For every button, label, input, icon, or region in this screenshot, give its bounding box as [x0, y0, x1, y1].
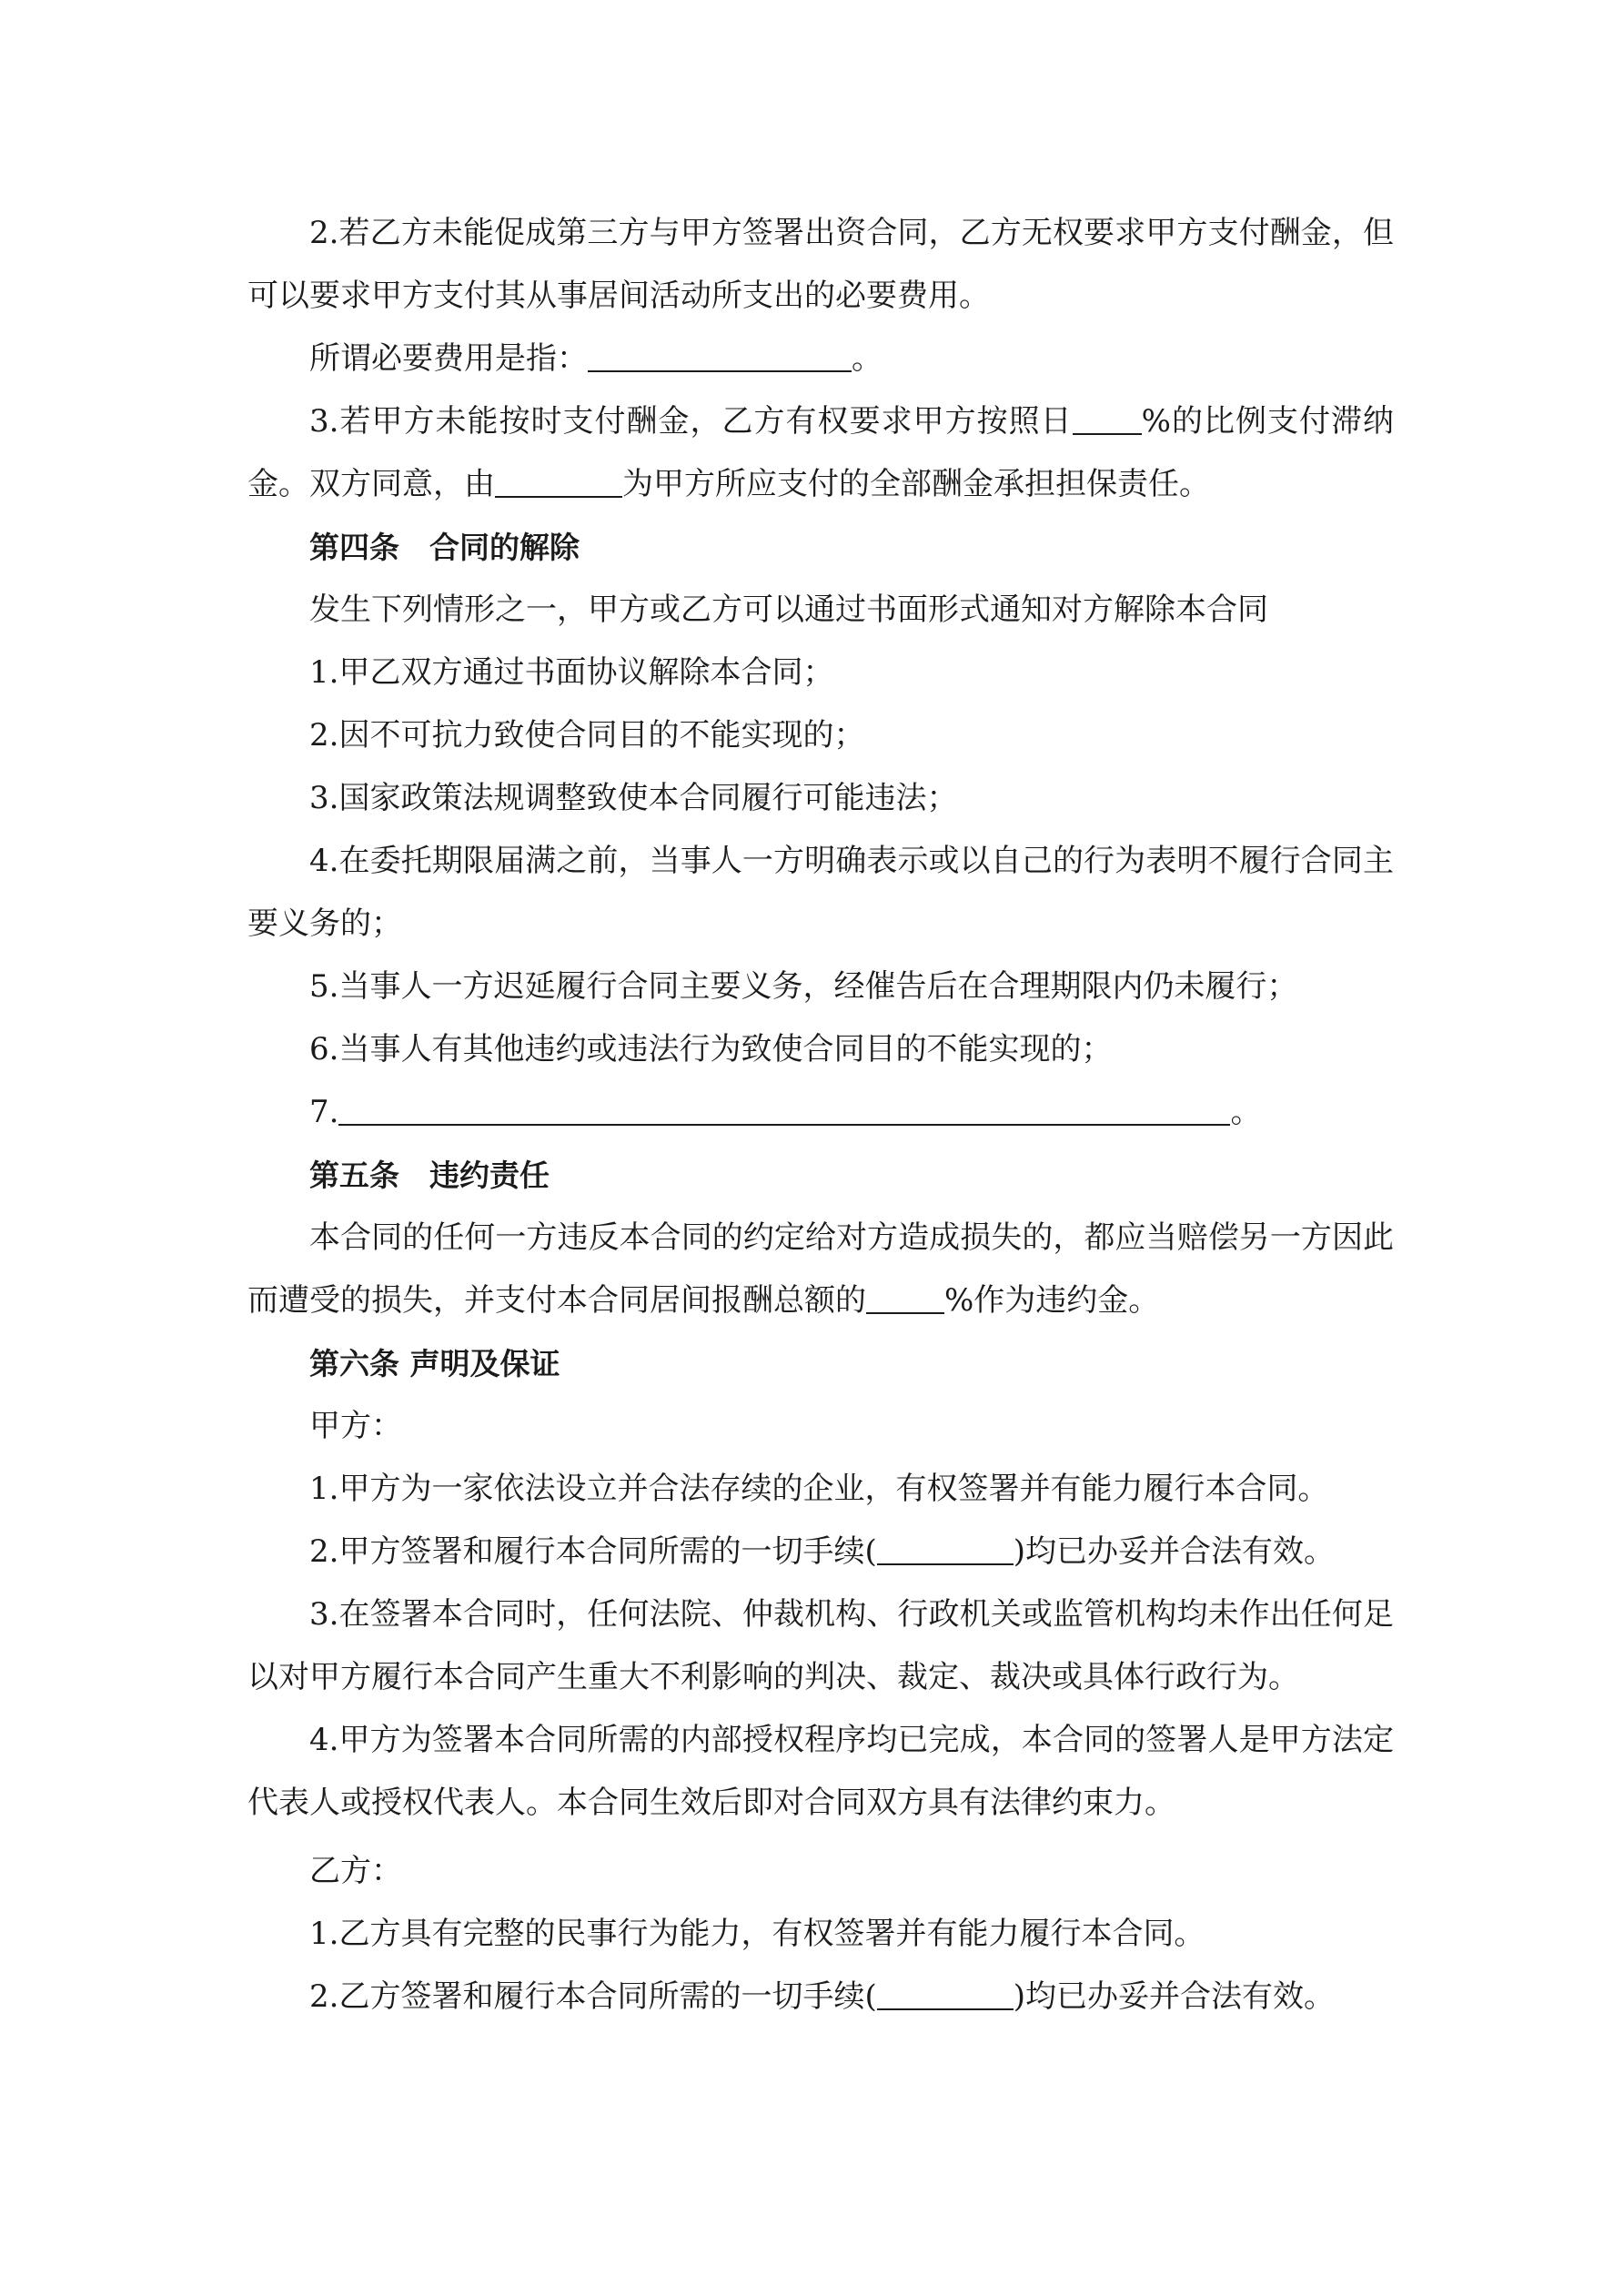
paragraph-suffix: 为甲方所应支付的全部酬金承担担保责任。 — [622, 466, 1210, 502]
document-body — [247, 202, 1394, 2028]
fill-in-blank[interactable] — [495, 463, 622, 498]
paragraph: 发生下列情形之一，甲方或乙方可以通过书面形式通知对方解除本合同 — [309, 592, 1268, 628]
party-label: 甲方： — [309, 1408, 402, 1444]
paragraph — [247, 390, 1394, 516]
paragraph-text: 3.若甲方未能按时支付酬金，乙方有权要求甲方按照日 — [309, 403, 1073, 440]
list-item: 2.因不可抗力致使合同目的不能实现的； — [309, 717, 865, 754]
paragraph-suffix: )均已办妥并合法有效。 — [1013, 1978, 1335, 2015]
fill-in-blank[interactable] — [1073, 400, 1142, 435]
list-item: 5.当事人一方迟延履行合同主要义务，经催告后在合理期限内仍未履行； — [309, 968, 1298, 1005]
fill-in-blank[interactable] — [877, 1976, 1014, 2010]
paragraph-suffix: )均已办妥并合法有效。 — [1013, 1533, 1335, 1570]
list-item — [247, 1521, 1394, 1583]
fill-in-blank[interactable] — [588, 338, 852, 372]
paragraph-text: 7. — [309, 1094, 339, 1130]
list-item: 1.乙方具有完整的民事行为能力，有权签署并有能力履行本合同。 — [309, 1916, 1205, 1952]
list-item — [247, 1966, 1394, 2028]
paragraph-text: 本合同的任何一方违反本合同的约定给对方造成损失的，都应当赔偿另一方因此而遭受的损失，并支付本合同居间报酬总额的 — [247, 1219, 1394, 1319]
section-heading: 第四条 合同的解除 — [309, 530, 580, 565]
party-label: 乙方： — [309, 1853, 402, 1889]
paragraph-text: 2.甲方签署和履行本合同所需的一切手续( — [309, 1533, 877, 1570]
paragraph-text: 所谓必要费用是指： — [309, 340, 588, 377]
paragraph: 2.若乙方未能促成第三方与甲方签署出资合同，乙方无权要求甲方支付酬金，但可以要求甲方支付其从事居间活动所支出的必要费用。 — [247, 215, 1394, 314]
paragraph-suffix: 。 — [1230, 1094, 1262, 1130]
list-item: 3.在签署本合同时，任何法院、仲裁机构、行政机关或监管机构均未作出任何足以对甲方履行本合同产生重大不利影响的判决、裁定、裁决或具体行政行为。 — [247, 1596, 1394, 1695]
list-item: 1.甲乙双方通过书面协议解除本合同； — [309, 654, 834, 691]
list-item — [247, 1081, 1394, 1144]
paragraph — [247, 1207, 1394, 1332]
paragraph — [247, 328, 1394, 390]
paragraph-suffix: 。 — [852, 340, 883, 377]
list-item: 3.国家政策法规调整致使本合同履行可能违法； — [309, 780, 958, 816]
list-item: 1.甲方为一家依法设立并合法存续的企业，有权签署并有能力履行本合同。 — [309, 1471, 1329, 1507]
list-item: 4.甲方为签署本合同所需的内部授权程序均已完成，本合同的签署人是甲方法定代表人或授权代表人。本合同生效后即对合同双方具有法律约束力。 — [247, 1722, 1394, 1821]
paragraph-text: 2.乙方签署和履行本合同所需的一切手续( — [309, 1978, 877, 2015]
fill-in-blank[interactable] — [338, 1091, 1230, 1126]
paragraph-mid: %的比例支付滞纳金。双方同意，由 — [247, 403, 1394, 502]
list-item: 4.在委托期限届满之前，当事人一方明确表示或以自己的行为表明不履行合同主要义务的； — [247, 843, 1394, 942]
paragraph-suffix: %作为违约金。 — [944, 1282, 1160, 1319]
section-heading: 第五条 违约责任 — [309, 1158, 550, 1193]
fill-in-blank[interactable] — [877, 1531, 1014, 1565]
list-item: 6.当事人有其他违约或违法行为致使合同目的不能实现的； — [309, 1031, 1113, 1067]
fill-in-blank[interactable] — [866, 1279, 944, 1314]
section-heading: 第六条 声明及保证 — [309, 1346, 560, 1381]
